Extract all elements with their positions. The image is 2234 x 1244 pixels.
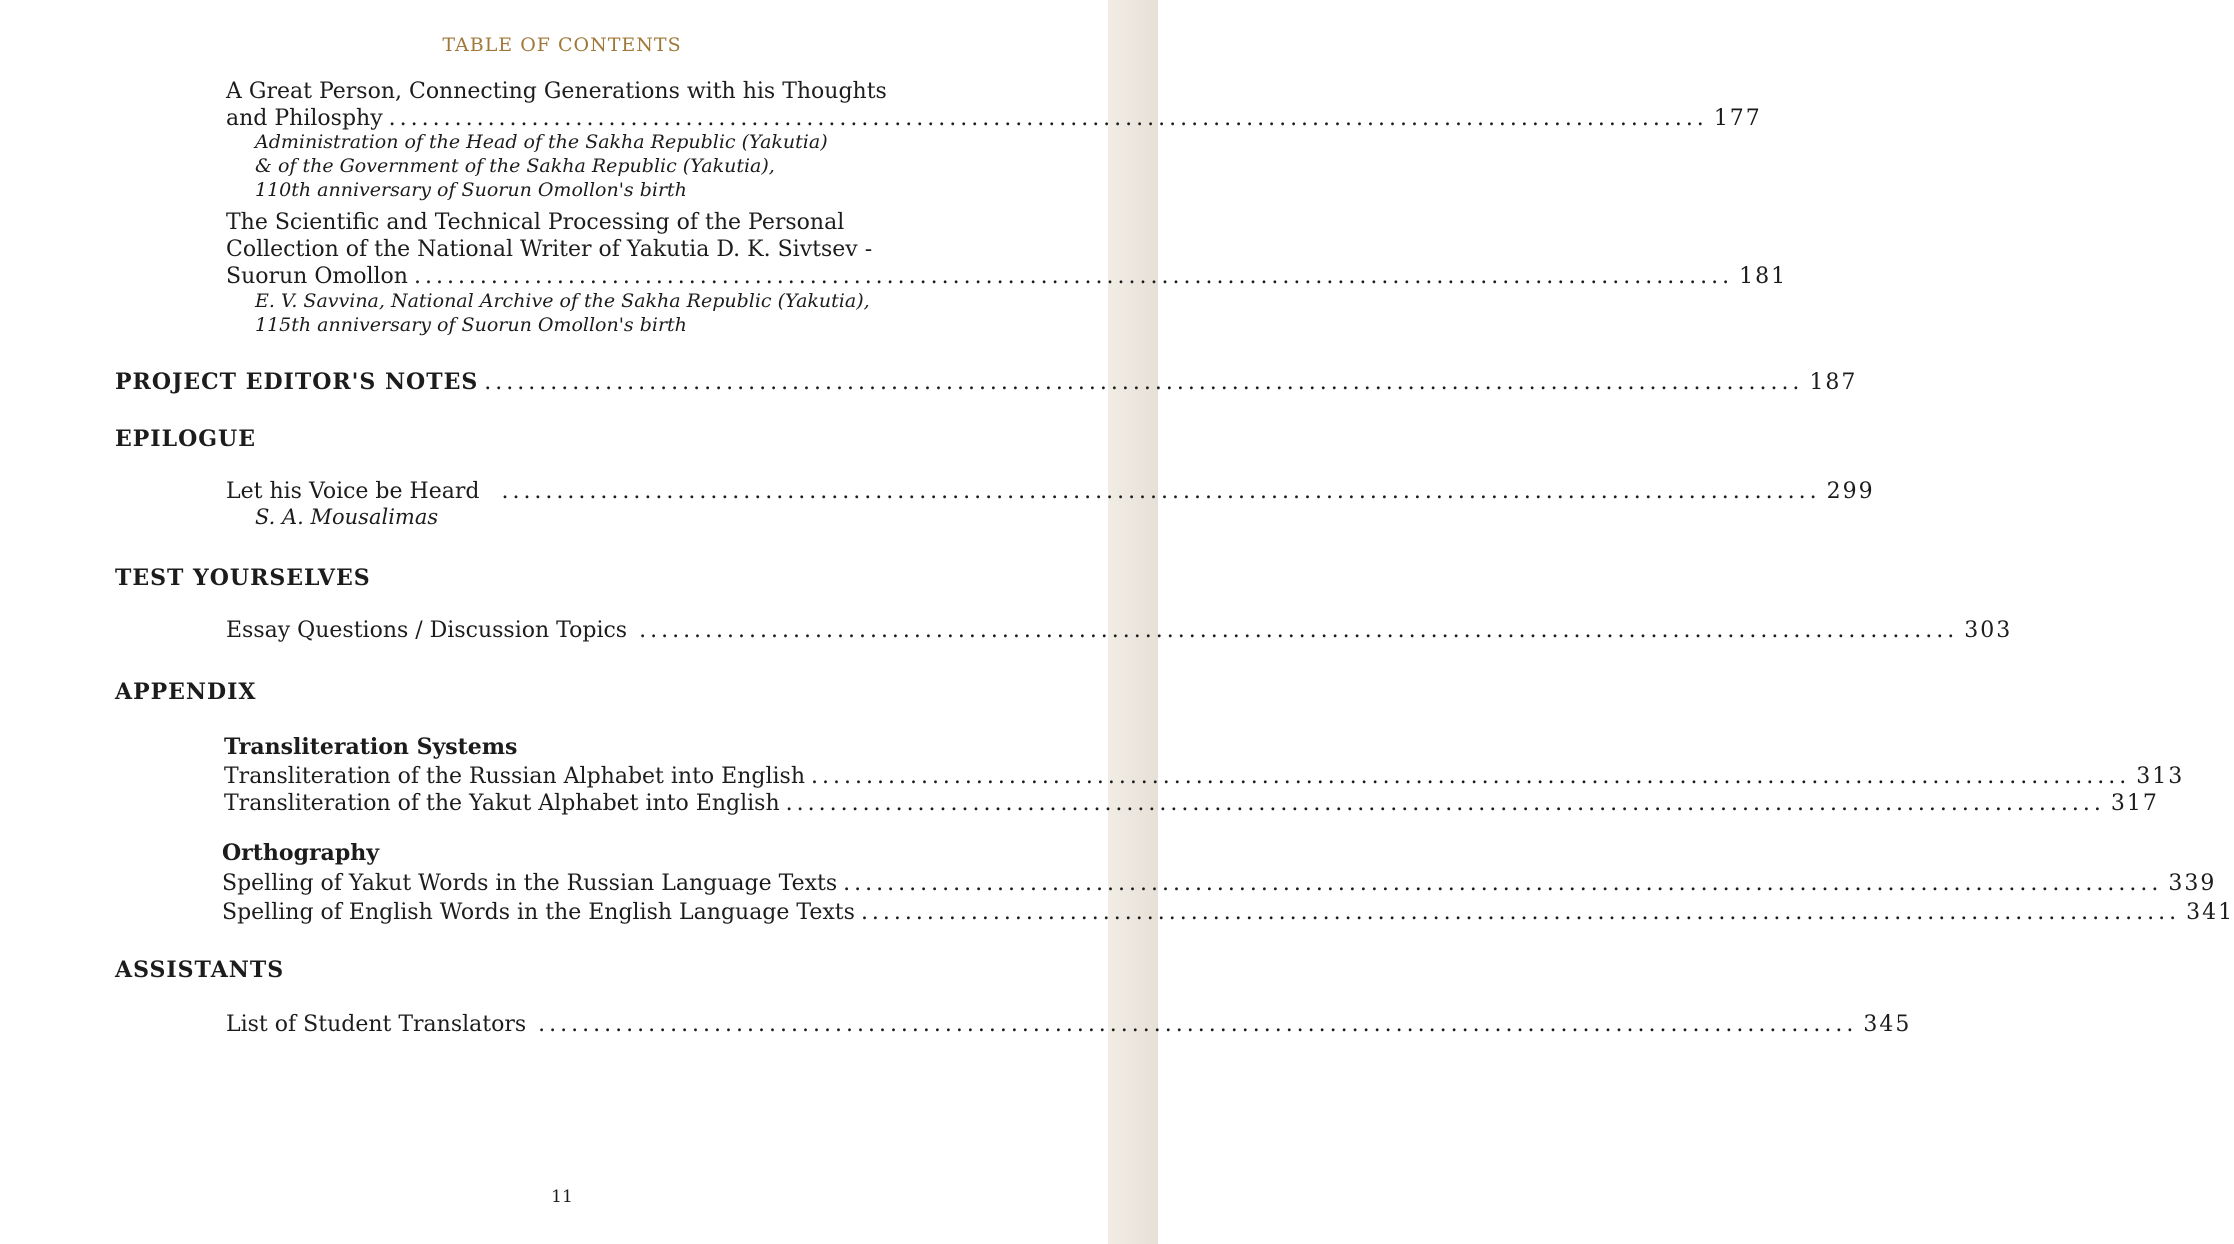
toc-entry-label: Transliteration of the Russian Alphabet into English [224,764,806,789]
toc-section-epilogue: EPILOGUE [115,426,256,452]
page-number: 303 [1964,618,2013,643]
toc-credit-line: E. V. Savvina, National Archive of the Sakha Republic (Yakutia), [255,290,870,312]
page-number: 187 [1809,370,1858,395]
toc-entry-label: Let his Voice be Heard [226,479,480,504]
leader-dots: ........................................................................................................................ [501,479,1821,504]
footer-page-number: 11 [551,1187,573,1207]
page-number: 299 [1826,479,1875,504]
toc-entry-spelling-yakut[interactable] [222,870,2217,897]
leader-dots: ........................................................................................................................ [388,106,1708,131]
toc-entry-great-person[interactable] [226,105,1762,132]
toc-subheading-transliteration: Transliteration Systems [224,734,518,760]
leader-dots: ........................................................................................................................ [639,618,1959,643]
toc-entry-label: Suorun Omollon [226,264,408,289]
page-number: 345 [1863,1012,1912,1037]
toc-entry-translit-yakut[interactable] [224,790,2159,817]
toc-credit-line: S. A. Mousalimas [255,505,439,529]
page-number: 177 [1713,106,1762,131]
leader-dots: ........................................................................................................................ [811,764,2131,789]
toc-entry-label: Essay Questions / Discussion Topics [226,618,628,643]
page-number: 313 [2136,764,2185,789]
leader-dots: ........................................................................................................................ [785,791,2105,816]
toc-section-test-yourselves: TEST YOURSELVES [115,565,371,591]
page-number: 181 [1739,264,1788,289]
toc-entry-spelling-english[interactable] [222,899,2234,926]
toc-entry-essay[interactable] [226,617,2013,644]
leader-dots: ........................................................................................................................ [484,370,1804,395]
page-number: 341 [2186,900,2234,925]
toc-entry-scientific-line2: Collection of the National Writer of Yakutia D. K. Sivtsev - [226,237,873,262]
page-number: 339 [2168,871,2217,896]
toc-entry-label: List of Student Translators [226,1012,527,1037]
toc-subheading-orthography: Orthography [222,840,379,866]
toc-entry-scientific[interactable] [226,263,1788,290]
toc-entry-voice[interactable] [226,478,1875,505]
leader-dots: ........................................................................................................................ [538,1012,1858,1037]
page-number: 317 [2110,791,2159,816]
toc-entry-student-translators[interactable] [226,1011,1912,1038]
toc-entry-great-person-line1: A Great Person, Connecting Generations with his Thoughts [226,79,887,104]
toc-credit-line: 110th anniversary of Suorun Omollon's birth [255,179,687,201]
toc-section-project-notes[interactable] [115,369,1858,396]
leader-dots: ........................................................................................................................ [843,871,2163,896]
toc-entry-label: Spelling of Yakut Words in the Russian Language Texts [222,871,838,896]
leader-dots: ........................................................................................................................ [413,264,1734,289]
toc-entry-translit-russian[interactable] [224,763,2185,790]
toc-entry-label: and Philosphy [226,106,383,131]
toc-section-appendix: APPENDIX [115,679,257,705]
toc-credit-line: & of the Government of the Sakha Republic (Yakutia), [255,155,775,177]
section-heading: PROJECT EDITOR'S NOTES [115,369,479,395]
toc-entry-label: Transliteration of the Yakut Alphabet into English [224,791,780,816]
toc-credit-line: 115th anniversary of Suorun Omollon's birth [255,314,687,336]
toc-entry-scientific-line1: The Scientific and Technical Processing of the Personal [226,210,845,235]
toc-header: TABLE OF CONTENTS [442,34,682,56]
toc-entry-label: Spelling of English Words in the English Language Texts [222,900,855,925]
toc-section-assistants: ASSISTANTS [115,957,285,983]
toc-credit-line: Administration of the Head of the Sakha Republic (Yakutia) [255,131,828,153]
leader-dots: ........................................................................................................................ [860,900,2181,925]
